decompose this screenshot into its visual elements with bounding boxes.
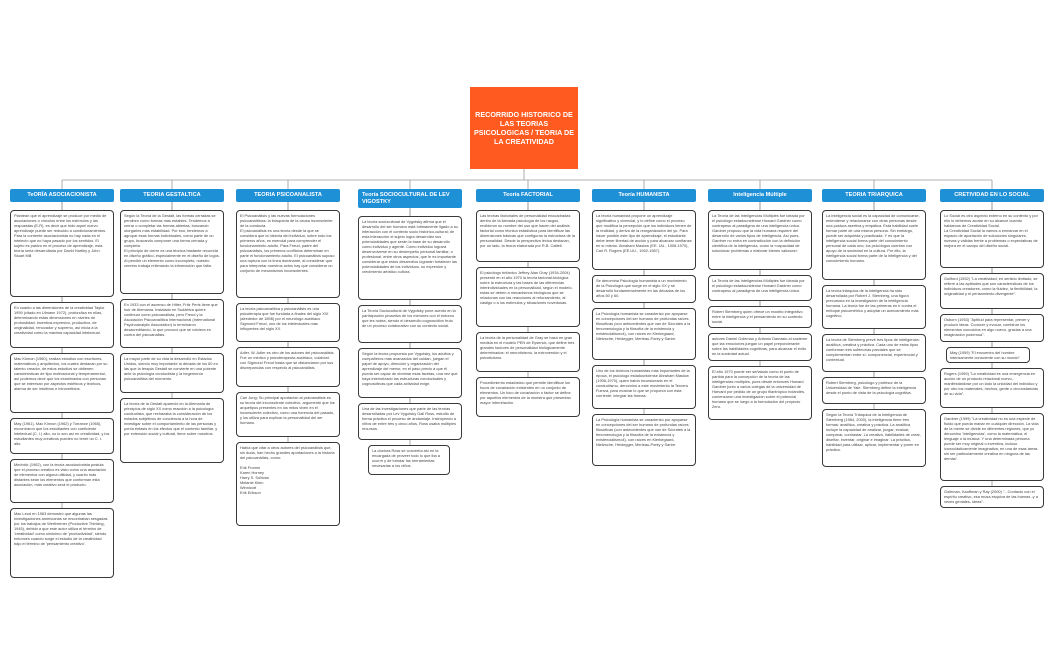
branch-title[interactable]: TeORÍA ASOCIACIONISTA — [10, 189, 114, 202]
topic-node[interactable]: Uno de los teóricos humanistas más importantes de la época, el psicólogo estadounidense Abraham Maslow (1908-1970), quien había incursionado en el conductismo, denominó a este movimiento la Tercera Fuerza, para mostrar lo que se proponía con esta corriente: integrar las formas. — [592, 365, 696, 409]
topic-node[interactable]: Había que citar a otros autores del psicoanálisis que, sin duda, han hecho grandes aportaciones a la historia del psicoanálisis, como: Erik Fromm Karen Horney Harry S. Sullivan Melanie Klein Winnicott Erik Erikson — [236, 442, 340, 526]
topic-node[interactable]: Según la Teoría de la Gestalt, las formas cerradas se perciben como formas más estables. Tendemos a cerrar o completar las formas abiertas, buscando otorgarles más estabilidad. Por eso, tendemos a agrupar esas formas individuales, como parte de un grupo, buscando componer una forma cerrada y completa. El principio de cierre es una técnica bastante recurrida en diseño gráfico, especialmente en el diseño de logos. Al percibir un elemento como incompleto, nuestro cerebro trabaja rellenando la información que falta. — [120, 210, 224, 294]
branch-creatividad-social — [940, 189, 1044, 513]
branch-asociacionista — [10, 189, 114, 583]
topic-node[interactable]: Gardner (1999) "La creatividad no es una especie de fluido que pueda manar en cualquier dirección. La vida de la mente se divide en diferentes regiones, que yo denomino 'inteligencias', como la matemática, el lenguaje o la música. Y una determinada persona puede ser muy original o inventiva, incluso iconoclásticamente imaginativa, en una de esas áreas sin ser particularmente creativa en ninguna de las demás". — [940, 413, 1044, 481]
branch-title[interactable]: Teoría FACTORIAL — [476, 189, 580, 202]
topic-node[interactable]: La Teoría de las Inteligencias Múltiples fue ideada por el psicólogo estadounidense Howard Gardner como contrapeso al paradigma de una inteligencia única. — [708, 275, 812, 301]
topic-node[interactable]: Mac Leod en 1963 demostró que algunas las investigaciones americanas se encontraban sesgadas por los trabajos de Wertheimer (Productive Thinking, 1945), debido a que este autor utiliza el término de 'creatividad' como sinónimo de 'productividad', siendo entonces cuando surge el estudio de la creatividad bajo el término de 'pensamiento creativo'. — [10, 508, 114, 578]
branch-title[interactable]: TEORIA GESTALTICA — [120, 189, 224, 202]
root-title — [470, 87, 578, 169]
topic-node[interactable]: Plantean que el aprendizaje se produce por medio de asociaciones o vínculos entre los estímulos y las respuestas (E-R), es decir que todo aquel nuevo aprendizaje puede ser reducido a condicionamientos. Para la corriente asociacionista no hay nada en el intelecto que no haya pasado por los sentidos. El sujeto es pasivo en el proceso de aprendizaje, esta teoría seria desarrollada por David Hartley y John Stuart Mill — [10, 210, 114, 297]
branch-humanista — [592, 189, 696, 471]
topic-node[interactable]: Según la teoría propuesta por Vygotsky, los adultos y compañeros más avanzados del cuidan, juegan el papel de apoyo, dirección y organización del aprendizaje del menor, en el paso previo a que él pueda ser capaz de dominar esas facetas, una vez que haya interiorizado las estructuras conductuales y cognoscitivas que cada actividad exige. — [358, 348, 462, 398]
branch-title[interactable]: CRETIVIDAD EN LO SOCIAL — [940, 189, 1044, 202]
topic-node[interactable]: Carl Jung: Su principal aportación al psicoanálisis es su teoría del inconsciente colectivo, argumentó que los arquetipos presentes en los mitos viven en el inconsciente colectivo, como una herencia del pasado, y los utiliza para explicar la personalidad del ser humano. — [236, 392, 340, 437]
topic-node[interactable]: La teoría humanista propone un aprendizaje significativo y vivencial, y lo define como el proceso que modifica la percepción que los individuos tienen de la realidad, y deriva de la reorganización del yo. Para hacer posible este tipo de aprendizaje, el estudiante debe tener libertad de acción y para alcanzar confianza en sí mismo. Abraham Maslow (EE. UU., 1908-1970), Carl R. Rogers (EE.UU., 1902-1987). — [592, 210, 696, 270]
topic-node[interactable]: Rogers (1959) "La creatividad es una emergencia en acción de un producto relacional nuevo, manifestándose por un lado la unicidad del individuo y por otro los materiales, hechos, gente o circunstancias de su vida". — [940, 368, 1044, 408]
branch-factorial — [476, 189, 580, 422]
topic-node[interactable]: Se denomina Psicología humanista a un movimiento de la Psicología que surge en el siglo XX y se desarrolló fundamentalmente en las décadas de los años 50 y 60. — [592, 275, 696, 303]
branch-psicoanalista — [236, 189, 340, 531]
topic-node[interactable]: Adler, W. Adler es otro de los autores del psicoanálisis. Fue un médico y psicoterapeuta austriaco, colaboró con Sigmund Freud hasta que se distanciaron por sus discrepancias con respecto al psicoanálisis. — [236, 347, 340, 387]
topic-node[interactable]: Mednick (1962), con la teoría asociacionista postula que el proceso creativo es visto como una asociación de elementos con alguna utilidad, y cuanto más distantes sean los elementos que conforman esta asociación, más creativo será el producto. — [10, 459, 114, 503]
topic-node[interactable]: May (1961), Mac Kinnon (1962) y Torrance (1965), encontraron que los estudiantes con coeficiente intelectual (C. I.) alto, no lo son así en creatividad, y los estudiantes muy creativos pueden no tener un C. I. alto. — [10, 418, 114, 454]
topic-node[interactable]: Una de las investigaciones que parte de las teorías desarrolladas por Lev Vygotsky Gail Ross, estudió de forma práctica el proceso de andamiaje. Instruyendo a niños de entre tres y cinco años, Ross usaba múltiples recursos. — [358, 403, 462, 440]
branch-title[interactable]: TEORIA PSICOANALISTA — [236, 189, 340, 202]
topic-node[interactable]: La mayor parte de su vida la desarrolló en Estados Unidos, siendo muy importante la década de los 60 en las que la terapia Gestalt se convierte en una potente ante la psicología conductista y la hegemonía psicoanalítica del momento. — [120, 353, 224, 393]
topic-node[interactable]: La Teoría de las Inteligencias Múltiples fue ideada por el psicólogo estadounidense Howard Gardner como contrapeso al paradigma de una inteligencia única. Gardner propuso que la vida humana requiere del desarrollo de varios tipos de inteligencia. Así pues, Gardner no entra en contradicción con la definición científica de la inteligencia, como la «capacidad de solucionar problemas o elaborar bienes valiosos». — [708, 210, 812, 270]
topic-node[interactable]: Las teorías factoriales de personalidad encuadradas dentro de la llamada psicología de los rasgos, recibieron su nombre del uso que hacen del análisis factorial como técnica estadística para identificar las dimensiones básicas que configuran la estructura de la personalidad. Desde la perspectiva léxica destacan, por un lado, la teoría elaborada por R.B. Cattell. — [476, 210, 580, 262]
branch-title[interactable]: Teoría HUMANISTA — [592, 189, 696, 202]
topic-node[interactable]: Procedimiento estadístico que permite identificar los focos de covariación existentes en un conjunto de elementos. Un foco de covariación o factor se define por aquellos elementos de la muestra que presentan mayor interrelación. — [476, 377, 580, 417]
topic-node[interactable]: La Teoría Sociocultural de Vygotsky pone acento en la participación proactiva de los menores con el entorno que les rodea, siendo el desarrollo cognoscitivo fruto de un proceso colaborativo con su contexto social. — [358, 305, 462, 343]
topic-node[interactable]: Lo Social es otro aspecto externo en su contexto y por ello lo debemos acotar en su alcance cuando hablamos de Creatividad Social. La Creatividad Social la vamos a enmarcar en el espacio de aportación de soluciones singulares, nuevas y válidas frente a problemas o expectativas de mejora en el campo del diseño social. — [940, 210, 1044, 268]
topic-node[interactable]: El psicólogo británico Jeffrey Alan Gray (1934-2004) presentó en el año 1970 la teoría factorial-biológica sobre la estructura y las bases de las diferencias interindividuales en la personalidad, según el modelo, estas se deben a mecanismos biológicos que se relacionan con las reacciones al reforzamiento, al castigo o a los estímulos y situaciones novedosas. — [476, 267, 580, 327]
branch-title[interactable]: Inteligencia Múltiple — [708, 189, 812, 202]
topic-node[interactable]: La Psicología humanista se caracterizó por apoyarse en concepciones del ser humano de profundas raíces filosóficas (con antecedentes que van de Sócrates a la fenomenología y la filosofía de la existencia y existencialismo4), con raíces en Kierkegaard, Nietzsche, Heidegger, Merleau-Ponty y Sartre. — [592, 308, 696, 360]
topic-node[interactable]: La doctora Ross se convertía así en la encargada de proveer todo lo que iba a ocurrir y de brindar las herramientas necesarias a los niños. — [368, 445, 450, 475]
branch-triarquica — [822, 189, 926, 472]
topic-node[interactable]: La inteligencia social es la capacidad de comunicarse, entenderse y relacionarse con otras personas desde una postura asertiva y empática. Esta habilidad suele formar parte de una misma persona. Sin embargo, puede ser adquirida y practicada. Y es que la inteligencia social forma parte del conocimiento personal de cada uno; los psicólogos cuentan con apoyo de la sociedad en la cultura. Por ello, la inteligencia social forma parte de la inteligencia y del conocimiento humano. — [822, 210, 926, 280]
branch-gestaltica — [120, 189, 224, 468]
topic-node[interactable]: La teoría triárquica de la inteligencia ha sido desarrollada por Robert J. Sternberg, una figura precursora en la investigación de la inteligencia humana. La teoría fue de las primeras en ir contra el enfoque psicométrico y adoptar un acercamiento más cognitivo. — [822, 285, 926, 329]
topic-node[interactable]: La teoría de la personalidad de Gray se basó en gran medida en el modelo PEN de Eysenck, que define tres grandes factores de personalidad biológicamente determinados: el neuroticismo, la extroversión y el psicoticismo. — [476, 332, 580, 372]
root-title-text: RECORRIDO HISTORICO DE LAS TEORIAS PSICOLOGICAS / TEORIA DE LA CREATIVIDAD — [474, 110, 574, 146]
topic-node[interactable]: En 1933 con el ascenso de Hitler, Fritz Perls tiene que huir de Alemania. Instalado en Sudáfrica quiere continuar como psicoanalista, pero Freud y la Asociación Psicoanalítica Internacional (International Psychoanalytic Association) lo terminaron desacreditando, lo que provocó que se volviera en contra del psicoanálisis. — [120, 299, 224, 348]
topic-node[interactable]: Goleman, Kauffman y Ray (2000) "...Contacto con el espíritu creativo, esa musa esquiva de las buenas -y a veces geniales- ideas". — [940, 486, 1044, 508]
topic-node[interactable]: La teoría de la Gestalt apareció en la Alemania de principios de siglo XX como reacción a la psicología conductista, que rechazaba la consideración de los estados subjetivos de conciencia a la hora de investigar sobre el comportamiento de las personas y ponía énfasis en los efectos que el contexto familiar, y por extensión social y cultural, tiene sobre nosotros. — [120, 398, 224, 463]
topic-node[interactable]: autores Daniel Goleman y Antonio Damasio al sostener que las emociones juegan un papel preponderante sobre las habilidades cognitivas, para alcanzar el éxito en la sociedad actual. — [708, 333, 812, 361]
branch-title[interactable]: Teoría SOCIOCULTURAL DE LEV VIGOSTKY — [358, 189, 462, 208]
branch-sociocultural — [358, 189, 462, 480]
topic-node[interactable]: May (1959) "El encuentro del hombre intensamente consciente con su mundo" — [946, 347, 1030, 363]
topic-node[interactable]: Robert Sternberg, psicólogo y profesor de la Universidad de Yale. Sternberg define la inteligencia desde el punto de vista de la psicología cognitiva. — [822, 377, 926, 404]
branch-inteligencia-multiple — [708, 189, 812, 425]
topic-node[interactable]: La teoría de Sternberg prevé tres tipos de inteligencia: analítica, creativa y práctica. Cada uno de estos tipos conforman tres subteorías parciales que se complementan entre sí: componencial, experiencial y contextual. — [822, 334, 926, 372]
topic-node[interactable]: Según la Teoría Triárquica de la Inteligencia de Sternberg (1984, 2000), la inteligencia tiene tres formas: analítica, creativa y práctica. La analítica incluye la capacidad de analizar, juzgar, evaluar, comparar, contrastar. La creativa, habilidades de crear, diseñar, inventar, originar e imaginar. La práctica, habilidad para utilizar, aplicar, implementar y poner en práctica. — [822, 409, 926, 467]
topic-node[interactable]: Robert Sternberg quien ofrece un modelo integrativo entre la inteligencia y el pensamiento en su contexto social. — [708, 306, 812, 328]
topic-node[interactable]: La teoría psicoanalítica y psicoanálisis es una psicoterapia que fue fundada a finales del siglo XIX (alrededor de 1896) por el neurólogo austriaco Sigmund Freud, uno de los intelectuales más influyentes del siglo XX. — [236, 303, 340, 342]
topic-node[interactable]: El Psicoanálisis y las nuevas formulaciones psicoanalíticas: la búsqueda de la causa inconsciente de la conducta. El psicoanálisis es una teoría desde la que se considera que la historia del individuo, sobre todo los primeros años, es esencial para comprender el funcionamiento adulto. Para Freud, padre del psicoanálisis, los primeros conflictos determinan en parte el funcionamiento adulto. El psicoanálisis supuso una ruptura con la línea dominante, al considerar que para interpretar nuestros actos hay que considerar un conjunto de mecanismos inconscientes. — [236, 210, 340, 298]
topic-node[interactable]: La Psicología humanista se caracterizó por apoyarse en concepciones del ser humano de profundas raíces filosóficas (con antecedentes que van de Sócrates a la fenomenología y la filosofía de la existencia y existencialismo4), con raíces en Kierkegaard, Nietzsche, Heidegger, Merleau-Ponty y Sartre. — [592, 414, 696, 466]
topic-node[interactable]: Guilford (1952) "La creatividad, en sentido limitado, se refiere a las aptitudes que son características de los individuos creadores, como la fluidez, la flexibilidad, la originalidad y el pensamiento divergente". — [940, 273, 1044, 309]
topic-node[interactable]: El año 1970 puede ser señalado como el punto de partida para la concepción de la teoría de las inteligencias múltiples, pues desde entonces Howard Gardner junto a varios colegas de la universidad de Harvard por pedido de un grupo filantrópico holandés, comenzaron una investigación sobre el potencial humano que se luego a la formulación del proyecto Zero. — [708, 366, 812, 420]
topic-node[interactable]: En cuanto a las dimensiones de la creatividad Taylor 1959 (citado en Ulmann 1972), profundiza en ellas, determinando estas dimensiones en niveles de profundidad: inventiva-expresivo, productivo, de originalidad, renovador y supremo, así inicia a la creatividad como la máxima capacidad intelectual. — [10, 302, 114, 348]
topic-node[interactable]: La teoría sociocultural de Vygotsky afirma que el desarrollo del ser humano está íntimamente ligado a su interacción con el contexto socio histórico-cultural; de esta interacción el sujeto logra desarrollar sus potencialidades que serán la base de su desarrollo como individuo y agente. Como individuo logrará desenvolverse en su desempeño personal familiar, o profesional, entre otros aspectos, que le es importante considerar que estos desarrollos lograrán fortalecer las potencialidades de los individuos, su expresión y crecimiento artístico cultura. — [358, 216, 462, 300]
topic-node[interactable]: Osborn (1953) "Aptitud para representar, prever y producir ideas. Conocer y evocar, combinar los elementos conocidos en algo nuevo, gracias a una imaginación poderosa". — [940, 314, 1044, 342]
branch-title[interactable]: TEORIA TRIARQUICA — [822, 189, 926, 202]
topic-node[interactable]: Mac Kinnon (1960), realiza estudios con escritores, matemáticos y arquitectos, los cuales destacan por su talento creador, de estos estudios se obtienen características de tipo motivacional y temperamental, así podemos decir que los examinados con personas que se interesan por aspectos estéticos y teóricos, alarma de ser intuitivos e introvertidos. — [10, 353, 114, 413]
